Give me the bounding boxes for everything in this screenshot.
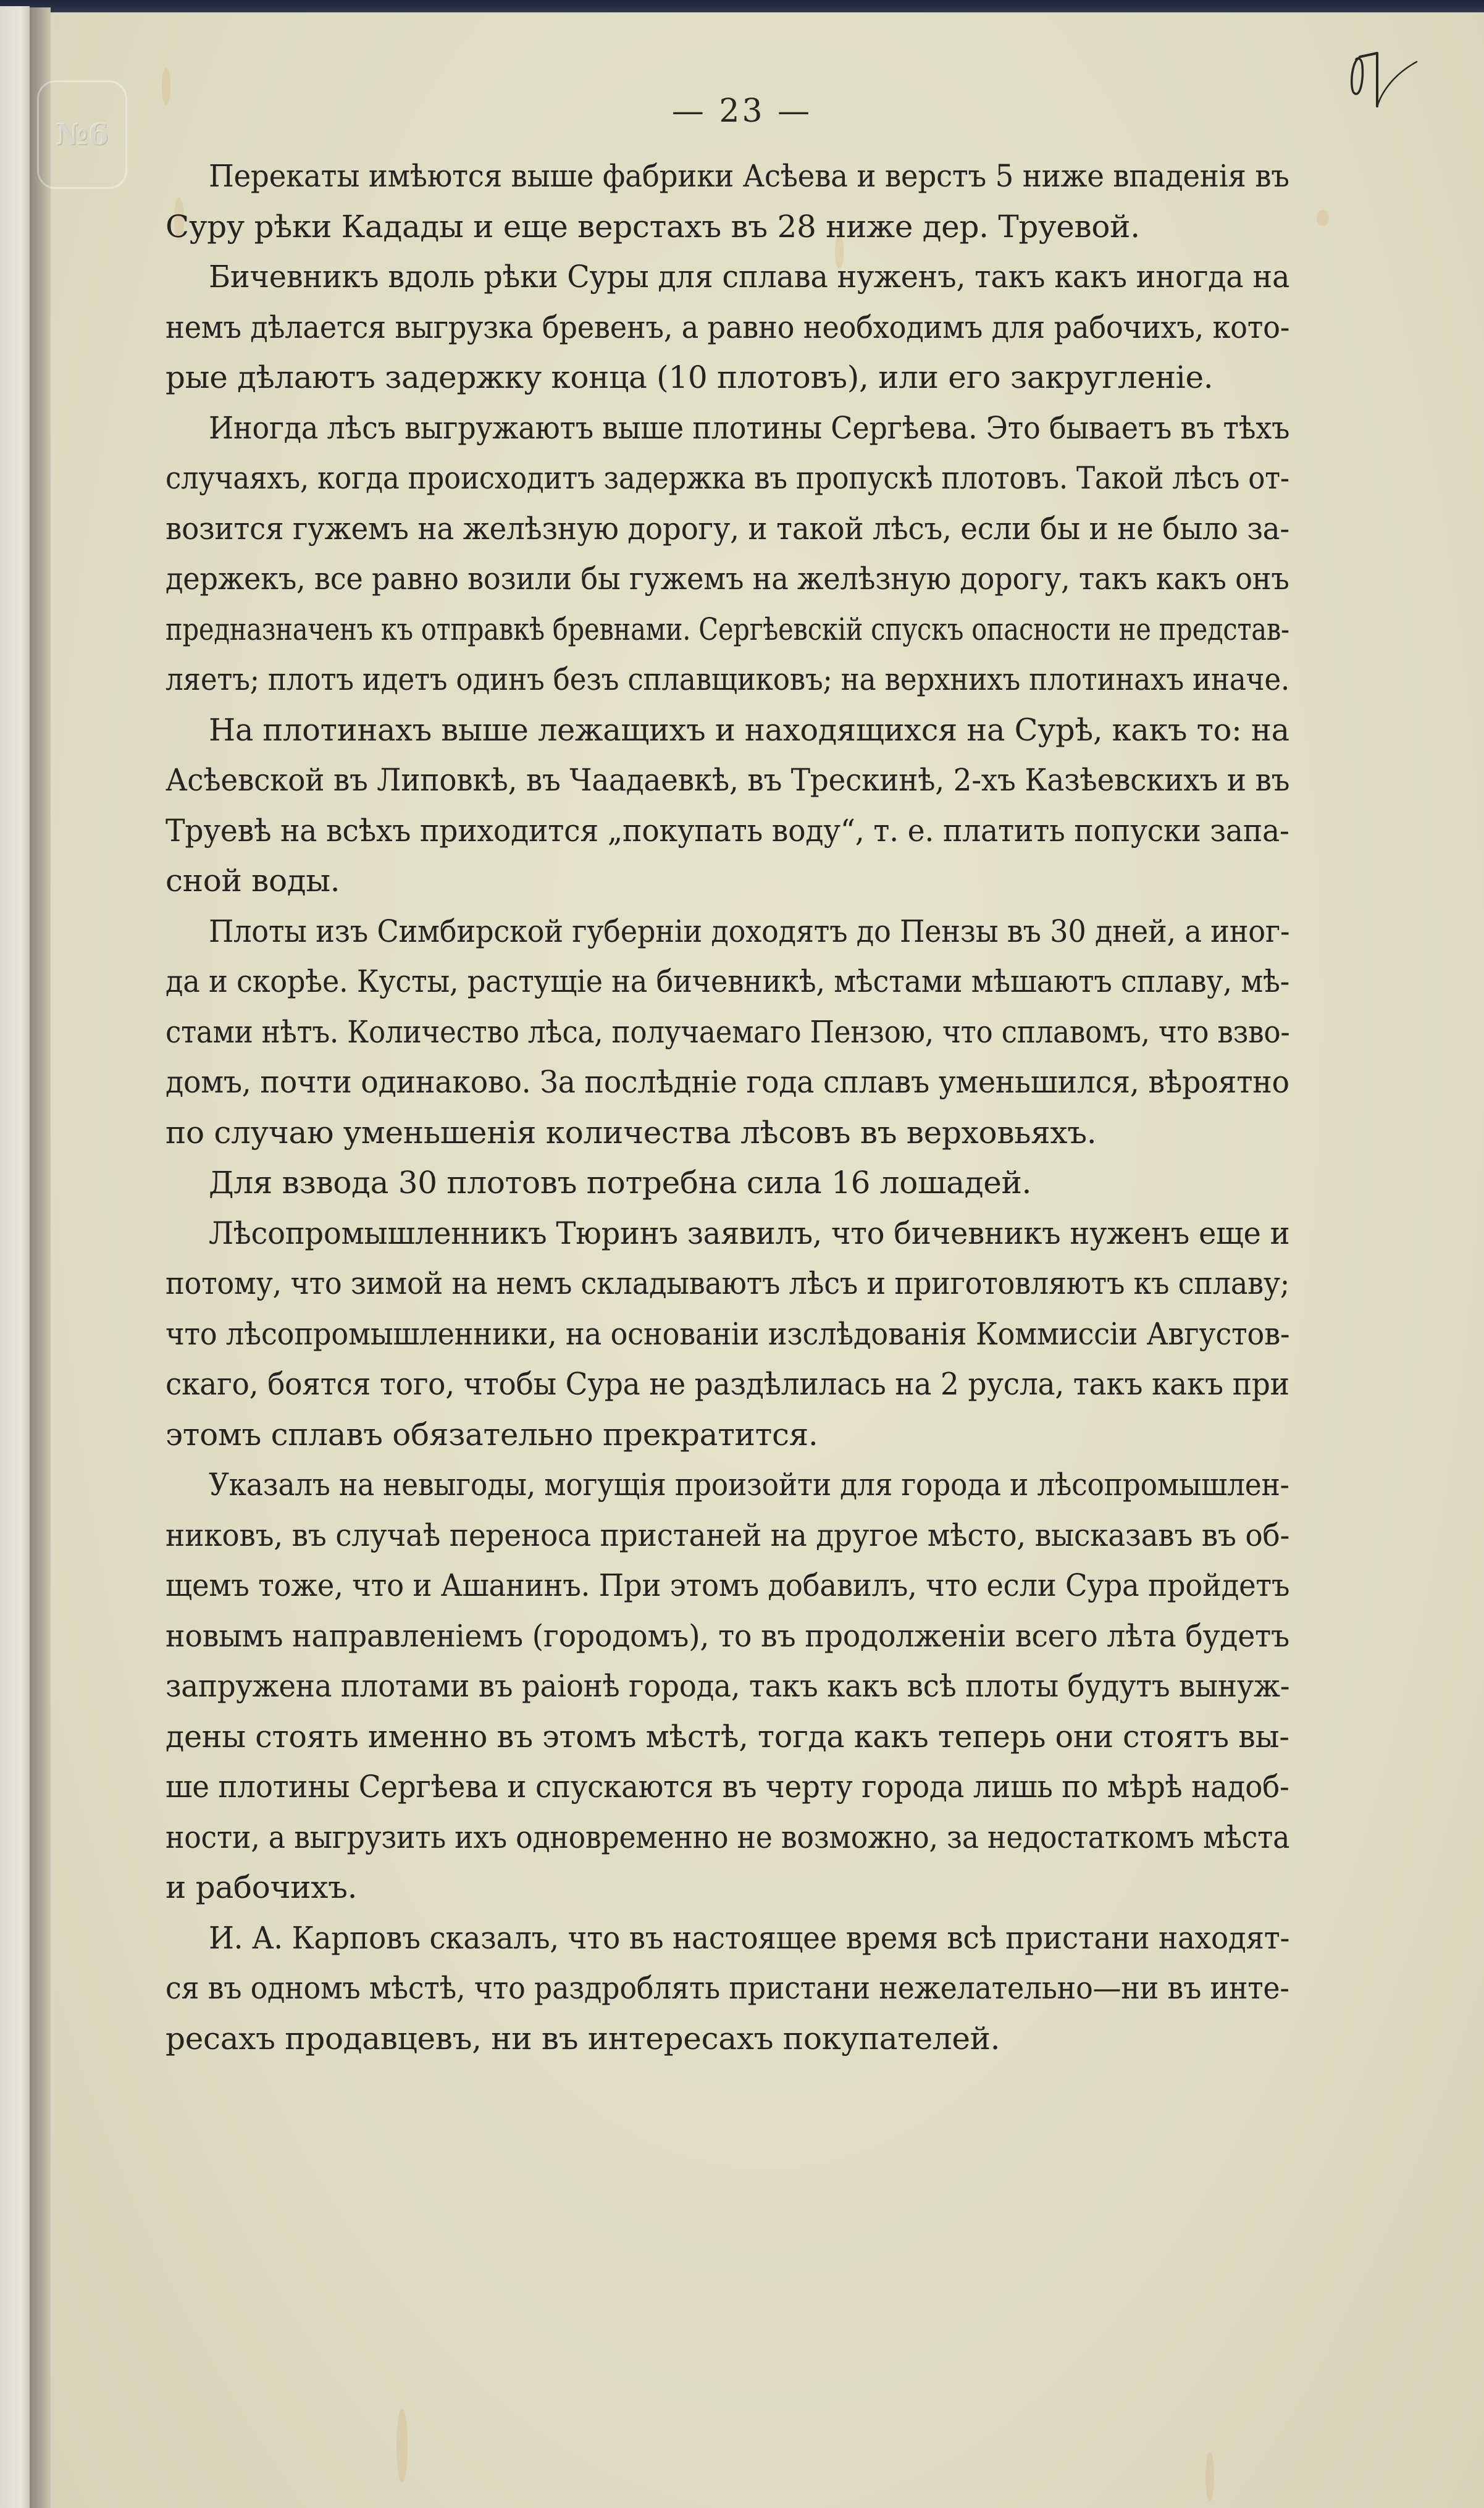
text-line: И. А. Карповъ сказалъ, что въ настоящее время всѣ пристани находят- <box>209 1919 1290 1956</box>
text-line: возится гужемъ на желѣзную дорогу, и такой лѣсъ, если бы и не было за- <box>166 510 1289 547</box>
text-line: по случаю уменьшенія количества лѣсовъ въ верховьяхъ. <box>166 1114 1097 1151</box>
text-line: Лѣсопромышленникъ Тюринъ заявилъ, что бичевникъ нуженъ еще и <box>209 1215 1290 1251</box>
text-line: На плотинахъ выше лежащихъ и находящихся на Сурѣ, какъ то: на <box>209 711 1289 748</box>
text-line: ности, а выгрузить ихъ одновременно не возможно, за недостаткомъ мѣста <box>166 1819 1290 1855</box>
paper-stain <box>396 2409 408 2483</box>
text-line: Для взвода 30 плотовъ потребна сила 16 лошадей. <box>209 1165 1032 1201</box>
text-line: немъ дѣлается выгрузка бревенъ, а равно необходимъ для рабочихъ, кото- <box>166 309 1290 345</box>
text-line: сной воды. <box>166 863 340 899</box>
text-line: да и скорѣе. Кусты, растущіе на бичевникѣ, мѣстами мѣшаютъ сплаву, мѣ- <box>166 963 1289 999</box>
paper-stain <box>1205 2452 1214 2501</box>
text-line: Асѣевской въ Липовкѣ, въ Чаадаевкѣ, въ Трескинѣ, 2-хъ Казѣевскихъ и въ <box>166 762 1290 798</box>
paragraph <box>166 151 1289 252</box>
text-line: Перекаты имѣются выше фабрики Асѣева и верстъ 5 ниже впаденія въ <box>209 158 1289 194</box>
paragraph <box>166 403 1289 705</box>
paragraph <box>166 1460 1289 1913</box>
text-line: Труевѣ на всѣхъ приходится „покупать воду“, т. е. платить попуски запа- <box>166 812 1289 849</box>
text-line: рые дѣлаютъ задержку конца (10 плотовъ), или его закругленіе. <box>166 359 1214 395</box>
text-line: ше плотины Сергѣева и спускаются въ черту города лишь по мѣрѣ надоб- <box>166 1769 1289 1805</box>
text-line: ресахъ продавцевъ, ни въ интересахъ покупателей. <box>166 2020 1000 2057</box>
text-line: новымъ направленіемъ (городомъ), то въ продолженіи всего лѣта будетъ <box>166 1617 1289 1654</box>
text-line: скаго, боятся того, чтобы Сура не раздѣлилась на 2 русла, такъ какъ при <box>166 1366 1289 1402</box>
text-line: держекъ, все равно возили бы гужемъ на желѣзную дорогу, такъ какъ онъ <box>166 561 1289 597</box>
text-line: запружена плотами въ раіонѣ города, такъ какъ всѣ плоты будутъ вынуж- <box>166 1668 1290 1704</box>
page-number: — 23 — <box>671 93 813 130</box>
text-line: потому, что зимой на немъ складываютъ лѣсъ и приготовляютъ къ сплаву; <box>166 1265 1290 1301</box>
paragraph <box>166 1913 1289 2065</box>
binding-gutter <box>30 7 51 2508</box>
text-line: и рабочихъ. <box>166 1869 358 1905</box>
paragraph <box>166 1158 1289 1209</box>
text-line: Плоты изъ Симбирской губерніи доходятъ до Пензы въ 30 дней, а иног- <box>209 913 1290 949</box>
text-line: дены стоять именно въ этомъ мѣстѣ, тогда какъ теперь они стоятъ вы- <box>166 1718 1289 1755</box>
text-line: что лѣсопромышленники, на основаніи изслѣдованія Коммиссіи Августов- <box>166 1315 1290 1352</box>
text-line: случаяхъ, когда происходитъ задержка въ пропускѣ плотовъ. Такой лѣсъ от- <box>166 460 1289 496</box>
text-line: ляетъ; плотъ идетъ одинъ безъ сплавщиковъ; на верхнихъ плотинахъ иначе. <box>166 661 1289 697</box>
paragraph <box>166 907 1289 1159</box>
text-line: щемъ тоже, что и Ашанинъ. При этомъ добавилъ, что если Сура пройдетъ <box>166 1567 1290 1603</box>
text-line: ся въ одномъ мѣстѣ, что раздроблять пристани нежелательно—ни въ инте- <box>166 1970 1289 2006</box>
text-line: Бичевникъ вдоль рѣки Суры для сплава нуженъ, такъ какъ иногда на <box>209 259 1290 295</box>
embossed-stamp: №6 <box>37 80 127 189</box>
document-body <box>166 151 1289 2064</box>
text-line: домъ, почти одинаково. За послѣдніе года сплавъ уменьшился, вѣроятно <box>166 1064 1289 1100</box>
text-line: этомъ сплавъ обязательно прекратится. <box>166 1416 818 1453</box>
text-line: предназначенъ къ отправкѣ бревнами. Сергѣевскій спускъ опасности не представ- <box>166 611 1289 647</box>
text-line: Суру рѣки Кадады и еще верстахъ въ 28 ниже дер. Труевой. <box>166 208 1140 245</box>
previous-page-edge <box>0 6 30 2508</box>
paragraph <box>166 252 1289 403</box>
text-line: Иногда лѣсъ выгружаютъ выше плотины Сергѣева. Это бываетъ въ тѣхъ <box>209 409 1290 446</box>
paragraph <box>166 705 1289 907</box>
paper-stain <box>1317 210 1329 226</box>
folio-digit-zero <box>1352 58 1363 94</box>
scanner-edge <box>0 0 1484 14</box>
text-line: никовъ, въ случаѣ переноса пристаней на другое мѣсто, высказавъ въ об- <box>166 1517 1290 1553</box>
text-line: стами нѣтъ. Количество лѣса, получаемаго Пензою, что сплавомъ, что взво- <box>166 1013 1290 1050</box>
paragraph <box>166 1209 1289 1461</box>
text-line: Указалъ на невыгоды, могущія произойти для города и лѣсопромышлен- <box>209 1467 1289 1503</box>
